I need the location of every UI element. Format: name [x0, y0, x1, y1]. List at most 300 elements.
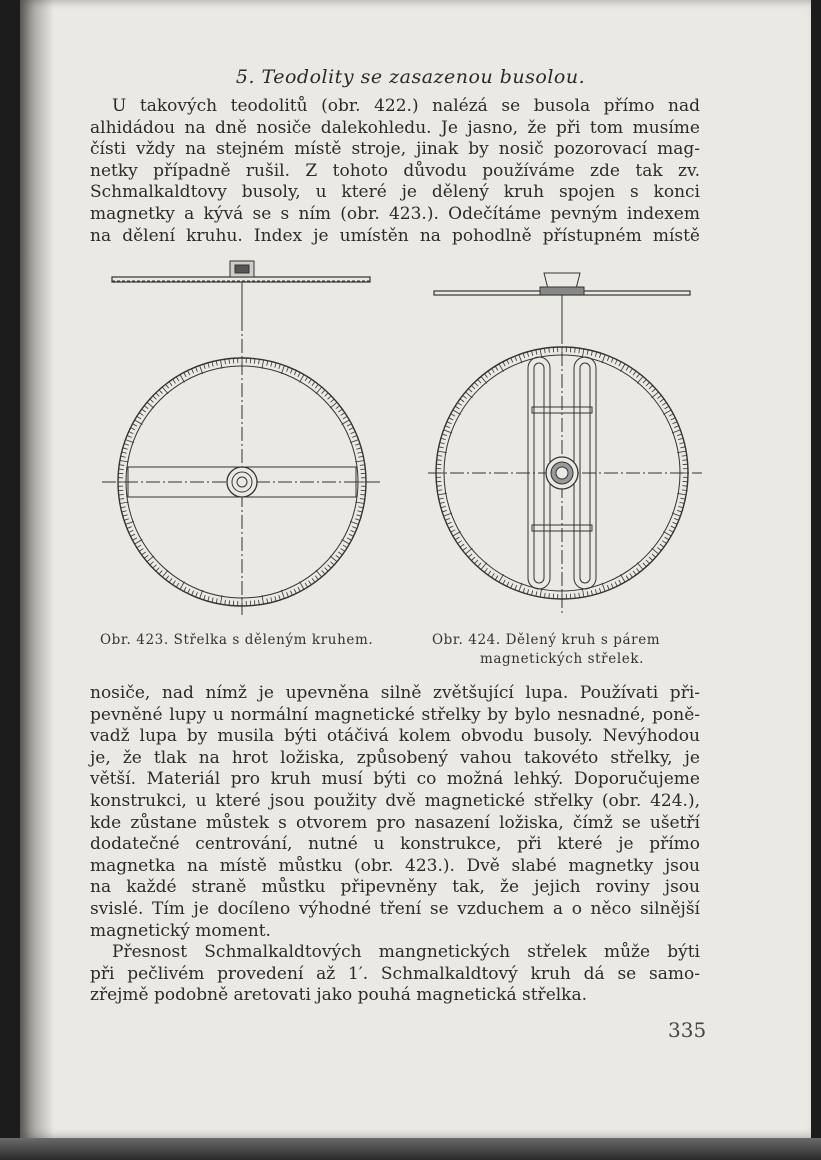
graduation-tick — [444, 513, 452, 516]
graduation-tick — [630, 573, 633, 577]
graduation-tick — [515, 356, 517, 361]
graduation-tick — [328, 565, 332, 568]
graduation-tick — [279, 364, 281, 369]
graduation-tick — [309, 581, 312, 585]
graduation-tick — [474, 560, 477, 564]
text-line: na dělení kruhu. Index je umístěn na pohodlně přístupném místě — [90, 225, 700, 246]
graduation-tick — [649, 385, 653, 388]
graduation-tick — [536, 350, 537, 355]
graduation-tick — [503, 362, 505, 366]
graduation-tick — [351, 432, 356, 434]
graduation-tick — [495, 576, 498, 580]
graduation-tick — [343, 416, 347, 419]
graduation-tick — [357, 511, 362, 512]
graduation-tick — [169, 382, 172, 386]
graduation-tick — [312, 382, 315, 386]
graduation-tick — [677, 510, 682, 512]
graduation-tick — [200, 590, 203, 598]
graduation-tick — [162, 387, 168, 394]
graduation-tick — [449, 526, 453, 528]
graduation-tick — [599, 353, 601, 358]
graduation-tick — [300, 582, 305, 590]
graduation-tick — [352, 436, 357, 438]
graduation-tick — [649, 557, 653, 560]
graduation-tick — [347, 538, 351, 540]
graduation-tick — [437, 490, 442, 491]
figure-424-caption-line2: magnetických střelek. — [480, 651, 645, 667]
page-number: 335 — [668, 1018, 707, 1042]
graduation-tick — [669, 530, 673, 532]
graduation-tick — [259, 359, 260, 364]
graduation-tick — [455, 406, 459, 409]
graduation-tick — [166, 576, 169, 580]
graduation-tick — [127, 436, 132, 438]
graduation-tick — [602, 583, 605, 591]
graduation-tick — [360, 499, 365, 500]
graduation-tick — [267, 598, 268, 603]
graduation-tick — [607, 585, 609, 590]
graduation-tick — [119, 494, 124, 495]
graduation-tick — [499, 364, 504, 372]
graduation-tick — [139, 549, 143, 552]
graduation-tick — [290, 369, 292, 374]
graduation-tick — [511, 584, 513, 589]
graduation-tick — [279, 595, 281, 600]
graduation-tick — [679, 443, 684, 444]
graduation-tick — [595, 352, 596, 357]
graduation-tick — [679, 502, 684, 503]
graduation-tick — [229, 600, 230, 605]
graduation-tick — [144, 555, 148, 558]
graduation-tick — [131, 428, 135, 430]
graduation-tick — [325, 568, 328, 572]
graduation-tick — [349, 428, 353, 430]
graduation-tick — [492, 573, 495, 577]
text-line: větší. Materiál pro kruh musí býti co možná lehký. Doporučujeme — [90, 769, 700, 790]
graduation-tick — [153, 396, 157, 399]
paragraph-top — [90, 96, 700, 247]
graduation-tick — [599, 588, 601, 593]
graduation-tick — [281, 365, 284, 373]
graduation-tick — [330, 556, 337, 562]
graduation-tick — [680, 447, 685, 448]
graduation-tick — [322, 390, 325, 394]
graduation-tick — [192, 369, 194, 374]
figure-423-caption: Obr. 423. Střelka s děleným kruhem. — [100, 632, 374, 648]
graduation-tick — [144, 406, 148, 409]
graduation-tick — [626, 576, 629, 580]
graduation-tick — [662, 541, 666, 544]
graduation-tick — [437, 486, 442, 487]
text-line: alhidádou na dně nosiče dalekohledu. Je jasno, že při tom musíme — [90, 117, 700, 138]
graduation-tick — [150, 562, 154, 565]
graduation-tick — [212, 597, 213, 602]
graduation-tick — [153, 565, 157, 568]
graduation-tick — [471, 385, 475, 388]
graduation-tick — [663, 532, 671, 537]
graduation-tick — [671, 418, 675, 420]
graduation-tick — [682, 455, 687, 456]
text-line: magnetický moment. — [90, 920, 271, 941]
graduation-tick — [309, 379, 312, 383]
graduation-tick — [503, 580, 505, 584]
text-line: při pečlivém provedení až 1′. Schmalkaldtový kruh dá se samo- — [90, 963, 700, 984]
text-line: dodatečné centrování, nutné u konstrukce, při které je přímo — [90, 834, 700, 855]
graduation-tick — [587, 350, 588, 355]
graduation-tick — [357, 452, 362, 453]
graduation-tick — [672, 513, 680, 516]
graduation-tick — [549, 593, 550, 598]
graduation-tick — [652, 548, 659, 554]
graduation-tick — [621, 574, 626, 582]
graduation-tick — [453, 532, 461, 537]
graduation-tick — [682, 490, 687, 491]
graduation-tick — [465, 548, 472, 554]
graduation-tick — [123, 515, 128, 516]
graduation-tick — [652, 554, 656, 557]
graduation-tick — [350, 440, 358, 443]
graduation-tick — [225, 600, 226, 605]
graduation-tick — [451, 414, 455, 416]
text-line: vadž lupa by musila býti otáčivá kolem obvodu busoly. Nevýhodou — [90, 726, 700, 747]
graduation-tick — [350, 521, 358, 524]
graduation-tick — [360, 469, 365, 470]
text-line: pevněné lupy u normální magnetické střelky by bylo nesnadné, poně- — [90, 704, 700, 725]
graduation-tick — [142, 552, 146, 555]
text-line: na každé straně můstku připevněny tak, že jejich roviny jsou — [90, 877, 700, 898]
graduation-tick — [444, 430, 452, 433]
text-line: nosiče, nad nímž je upevněna silně zvětšující lupa. Používati při- — [90, 683, 700, 703]
graduation-tick — [447, 422, 452, 424]
figure-424-drawing — [420, 255, 710, 625]
graduation-tick — [275, 363, 276, 368]
graduation-tick — [287, 367, 289, 372]
graduation-tick — [147, 402, 154, 408]
graduation-tick — [342, 420, 350, 425]
graduation-tick — [439, 498, 444, 499]
text-line: Schmalkaldtovy busoly, u které je dělený kruh spojen s konci — [90, 182, 700, 203]
graduation-tick — [660, 399, 664, 402]
graduation-tick — [127, 527, 132, 529]
graduation-tick — [523, 353, 525, 358]
graduation-tick — [338, 409, 342, 412]
graduation-tick — [176, 583, 179, 587]
graduation-tick — [615, 360, 617, 364]
graduation-tick — [342, 540, 350, 545]
graduation-tick — [680, 498, 685, 499]
graduation-tick — [330, 399, 334, 402]
graduation-tick — [441, 506, 446, 507]
text-line: magnetka na místě můstku (obr. 423.). Dvě slabé magnetky jsou — [90, 855, 700, 876]
graduation-tick — [575, 348, 576, 353]
graduation-tick — [665, 537, 669, 540]
graduation-tick — [591, 590, 592, 595]
text-line: U takových teodolitů (obr. 422.) nalézá se busola přímo nad — [112, 96, 700, 116]
text-line: netky případně rušil. Z tohoto důvodu používáme zde tak zv. — [90, 160, 700, 181]
graduation-tick — [481, 376, 487, 383]
graduation-tick — [125, 440, 133, 443]
graduation-tick — [671, 526, 675, 528]
graduation-tick — [159, 390, 162, 394]
graduation-tick — [119, 469, 124, 470]
graduation-tick — [637, 376, 643, 383]
graduation-tick — [173, 581, 176, 585]
graduation-tick — [271, 362, 272, 367]
graduation-tick — [325, 393, 328, 397]
graduation-tick — [468, 554, 472, 557]
graduation-tick — [315, 576, 318, 580]
graduation-tick — [356, 515, 361, 516]
graduation-tick — [338, 552, 342, 555]
graduation-tick — [660, 544, 664, 547]
graduation-tick — [208, 596, 209, 601]
graduation-tick — [611, 584, 613, 589]
graduation-tick — [673, 522, 678, 524]
graduation-tick — [315, 384, 318, 388]
graduation-tick — [460, 399, 464, 402]
graduation-tick — [156, 393, 159, 397]
graduation-tick — [544, 348, 545, 353]
graduation-tick — [360, 494, 365, 495]
graduation-tick — [447, 522, 452, 524]
graduation-tick — [137, 416, 141, 419]
graduation-tick — [341, 413, 345, 416]
graduation-tick — [123, 448, 128, 449]
graduation-tick — [305, 583, 308, 587]
graduation-tick — [300, 375, 305, 383]
graduation-tick — [523, 588, 525, 593]
graduation-tick — [544, 593, 545, 598]
graduation-tick — [527, 352, 528, 357]
graduation-tick — [646, 560, 649, 564]
graduation-tick — [129, 530, 134, 532]
graduation-tick — [142, 409, 146, 412]
graduation-tick — [330, 562, 334, 565]
graduation-tick — [196, 367, 198, 372]
text-line: čísti vždy na stejném místě stroje, jinak by nosič pozorovací mag- — [90, 139, 700, 160]
graduation-tick — [478, 563, 481, 567]
graduation-tick — [652, 392, 659, 398]
graduation-tick — [271, 597, 272, 602]
graduation-tick — [229, 359, 230, 364]
graduation-tick — [225, 359, 226, 364]
graduation-tick — [607, 356, 609, 361]
graduation-tick — [511, 358, 513, 363]
graduation-tick — [643, 563, 646, 567]
graduation-tick — [587, 591, 588, 596]
graduation-tick — [437, 460, 442, 461]
graduation-tick — [254, 600, 255, 605]
graduation-tick — [184, 373, 186, 377]
graduation-tick — [458, 541, 462, 544]
binding-shadow — [20, 0, 54, 1138]
graduation-tick — [135, 540, 143, 545]
graduation-tick — [298, 373, 300, 377]
graduation-tick — [484, 374, 487, 378]
graduation-tick — [478, 379, 481, 383]
graduation-tick — [188, 371, 190, 375]
graduation-tick — [290, 591, 292, 596]
graduation-tick — [133, 538, 137, 540]
graduation-tick — [481, 563, 487, 570]
graduation-tick — [630, 369, 633, 373]
graduation-tick — [468, 389, 472, 392]
graduation-tick — [519, 583, 522, 591]
graduation-tick — [527, 589, 528, 594]
graduation-tick — [678, 438, 683, 439]
graduation-tick — [674, 426, 679, 428]
graduation-tick — [254, 359, 255, 364]
graduation-tick — [322, 570, 325, 574]
graduation-tick — [196, 592, 198, 597]
text-line: kde zůstane můstek s otvorem pro nasazení ložiska, čímž se ušetří — [90, 812, 700, 833]
graduation-tick — [445, 518, 450, 520]
graduation-tick — [275, 596, 276, 601]
graduation-tick — [169, 578, 172, 582]
graduation-tick — [204, 364, 206, 369]
graduation-tick — [536, 591, 537, 596]
graduation-tick — [465, 392, 472, 398]
graduation-tick — [615, 582, 617, 586]
graduation-tick — [212, 362, 213, 367]
graduation-tick — [124, 519, 129, 521]
graduation-tick — [139, 413, 143, 416]
text-line: zřejmě podobně aretovati jako pouhá magnetická střelka. — [90, 985, 588, 1006]
text-line: svislé. Tím je docíleno výhodné tření se vzduchem a o něco silnější — [90, 898, 700, 919]
graduation-tick — [281, 590, 284, 598]
graduation-tick — [316, 570, 322, 577]
graduation-tick — [451, 530, 455, 532]
graduation-tick — [305, 377, 308, 381]
graduation-tick — [156, 568, 159, 572]
graduation-tick — [162, 570, 168, 577]
graduation-tick — [125, 521, 133, 524]
graduation-tick — [336, 406, 340, 409]
graduation-tick — [119, 499, 124, 500]
graduation-tick — [192, 591, 194, 596]
graduation-tick — [519, 355, 522, 363]
graduation-tick — [184, 587, 186, 591]
graduation-tick — [677, 434, 682, 436]
graduation-tick — [440, 443, 445, 444]
graduation-tick — [460, 544, 464, 547]
graduation-tick — [662, 403, 666, 406]
scan-edge — [0, 1138, 821, 1160]
graduation-tick — [449, 418, 453, 420]
graduation-tick — [633, 371, 636, 375]
graduation-tick — [122, 452, 127, 453]
figure-423-drawing — [100, 255, 390, 625]
text-line: magnetky a kývá se s ním (obr. 423.). Odečítáme pevným indexem — [90, 203, 700, 224]
graduation-tick — [488, 571, 491, 575]
graduation-tick — [122, 511, 127, 512]
graduation-tick — [267, 361, 268, 366]
graduation-tick — [674, 518, 679, 520]
graduation-tick — [298, 587, 300, 591]
graduation-tick — [351, 530, 356, 532]
graduation-tick — [445, 426, 450, 428]
graduation-tick — [440, 502, 445, 503]
paragraph-bottom — [90, 683, 700, 942]
graduation-tick — [673, 422, 678, 424]
graduation-tick — [663, 410, 671, 415]
graduation-tick — [442, 434, 447, 436]
graduation-tick — [328, 396, 332, 399]
graduation-tick — [356, 448, 361, 449]
graduation-tick — [341, 549, 345, 552]
graduation-tick — [330, 402, 337, 408]
graduation-tick — [665, 406, 669, 409]
graduation-tick — [492, 369, 495, 373]
graduation-tick — [682, 460, 687, 461]
graduation-tick — [355, 519, 360, 521]
graduation-tick — [549, 348, 550, 353]
graduation-tick — [507, 360, 509, 364]
graduation-tick — [204, 595, 206, 600]
graduation-tick — [495, 366, 498, 370]
graduation-tick — [515, 585, 517, 590]
graduation-tick — [188, 589, 190, 593]
graduation-tick — [147, 556, 154, 562]
graduation-tick — [216, 598, 217, 603]
section-title: 5. Teodolity se zasazenou busolou. — [235, 66, 586, 88]
graduation-tick — [633, 571, 636, 575]
graduation-tick — [636, 374, 639, 378]
graduation-tick — [575, 593, 576, 598]
graduation-tick — [159, 570, 162, 574]
graduation-tick — [176, 377, 179, 381]
graduation-tick — [316, 387, 322, 394]
graduation-tick — [579, 593, 580, 598]
graduation-tick — [180, 375, 185, 383]
graduation-tick — [471, 557, 475, 560]
graduation-tick — [682, 486, 687, 487]
figure-424-caption-line1: Obr. 424. Dělený kruh s párem — [432, 632, 661, 648]
graduation-tick — [137, 545, 141, 548]
graduation-tick — [347, 424, 351, 426]
graduation-tick — [652, 389, 656, 392]
graduation-tick — [208, 363, 209, 368]
graduation-tick — [355, 444, 360, 446]
graduation-tick — [532, 351, 533, 356]
graduation-tick — [646, 382, 649, 386]
graduation-tick — [455, 537, 459, 540]
graduation-tick — [602, 355, 605, 363]
graduation-tick — [442, 510, 447, 512]
graduation-tick — [463, 547, 467, 550]
graduation-tick — [499, 574, 504, 582]
graduation-tick — [200, 365, 203, 373]
graduation-tick — [437, 455, 442, 456]
graduation-tick — [621, 364, 626, 372]
graduation-tick — [259, 600, 260, 605]
graduation-tick — [349, 534, 353, 536]
graduation-tick — [294, 589, 296, 593]
text-line: je, že tlak na hrot ložiska, způsobený vahou takovéto střelky, je — [90, 747, 700, 768]
graduation-tick — [643, 379, 646, 383]
graduation-tick — [124, 444, 129, 446]
graduation-tick — [591, 351, 592, 356]
graduation-tick — [173, 379, 176, 383]
graduation-tick — [637, 563, 643, 570]
graduation-tick — [131, 534, 135, 536]
graduation-tick — [657, 395, 661, 398]
graduation-tick — [626, 366, 629, 370]
graduation-tick — [287, 592, 289, 597]
graduation-tick — [150, 399, 154, 402]
graduation-tick — [352, 527, 357, 529]
graduation-tick — [463, 395, 467, 398]
